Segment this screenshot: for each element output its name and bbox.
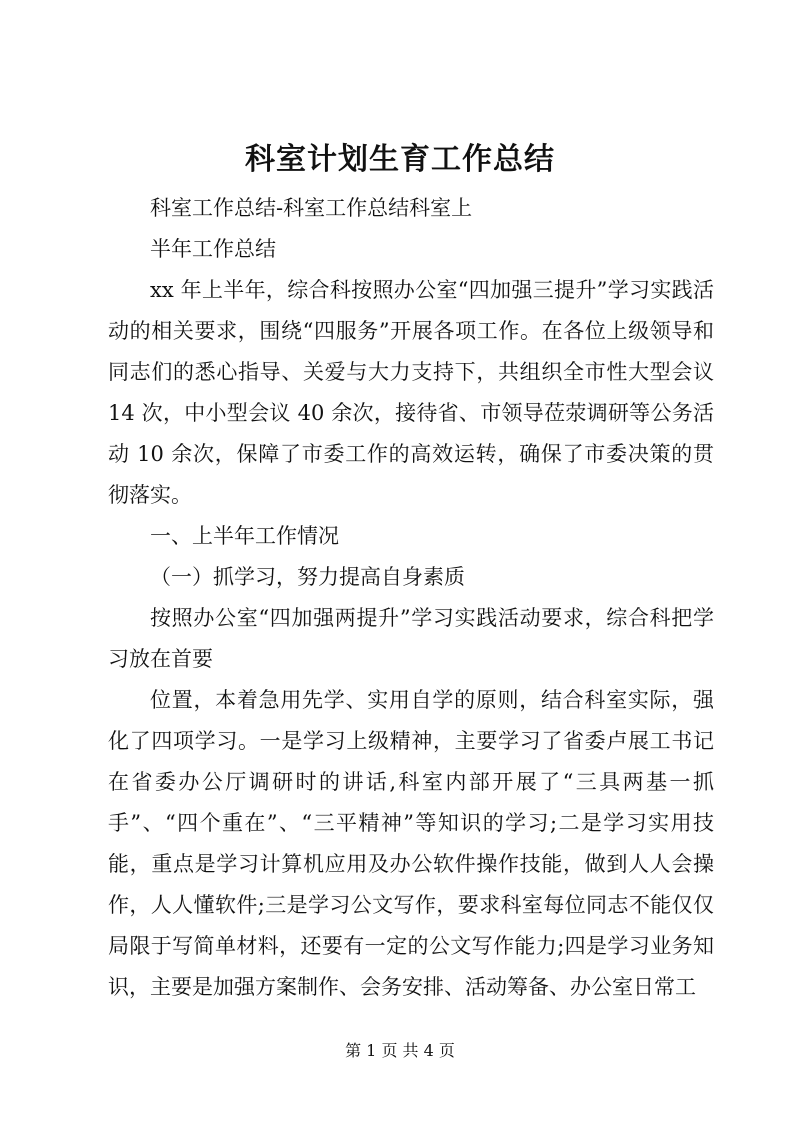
paragraph: 按照办公室“四加强两提升”学习实践活动要求，综合科把学习放在首要 [108,606,714,671]
document-body [108,188,714,1008]
paragraph: 科室工作总结-科室工作总结科室上 [150,196,473,220]
page-number-footer: 第 1 页 共 4 页 [345,1041,455,1060]
paragraph: 半年工作总结 [150,237,276,261]
paragraph: xx 年上半年，综合科按照办公室“四加强三提升”学习实践活动的相关要求，围绕“四服务”开展各项工作。在各位上级领导和同志们的悉心指导、关爱与大力支持下，共组织全市性大型会议 14 次，中小型会议 40 余次，接待省、市领导莅荥调研等公务活动 10 余次，保障了市委工作的高效运转，确保了市委决策的贯彻落实。 [108,278,714,507]
paragraph: 位置，本着急用先学、实用自学的原则，结合科室实际，强化了四项学习。一是学习上级精神，主要学习了省委卢展工书记在省委办公厅调研时的讲话,科室内部开展了“三具两基一抓手”、“四个重在”、“三平精神”等知识的学习;二是学习实用技能，重点是学习计算机应用及办公软件操作技能，做到人人会操作，人人懂软件;三是学习公文写作，要求科室每位同志不能仅仅局限于写简单材料，还要有一定的公文写作能力;四是学习业务知识，主要是加强方案制作、会务安排、活动筹备、办公室日常工 [108,688,714,999]
document-title: 科室计划生育工作总结 [245,142,555,177]
subsection-heading: （一）抓学习，努力提高自身素质 [150,565,465,589]
section-heading: 一、上半年工作情况 [150,524,339,548]
